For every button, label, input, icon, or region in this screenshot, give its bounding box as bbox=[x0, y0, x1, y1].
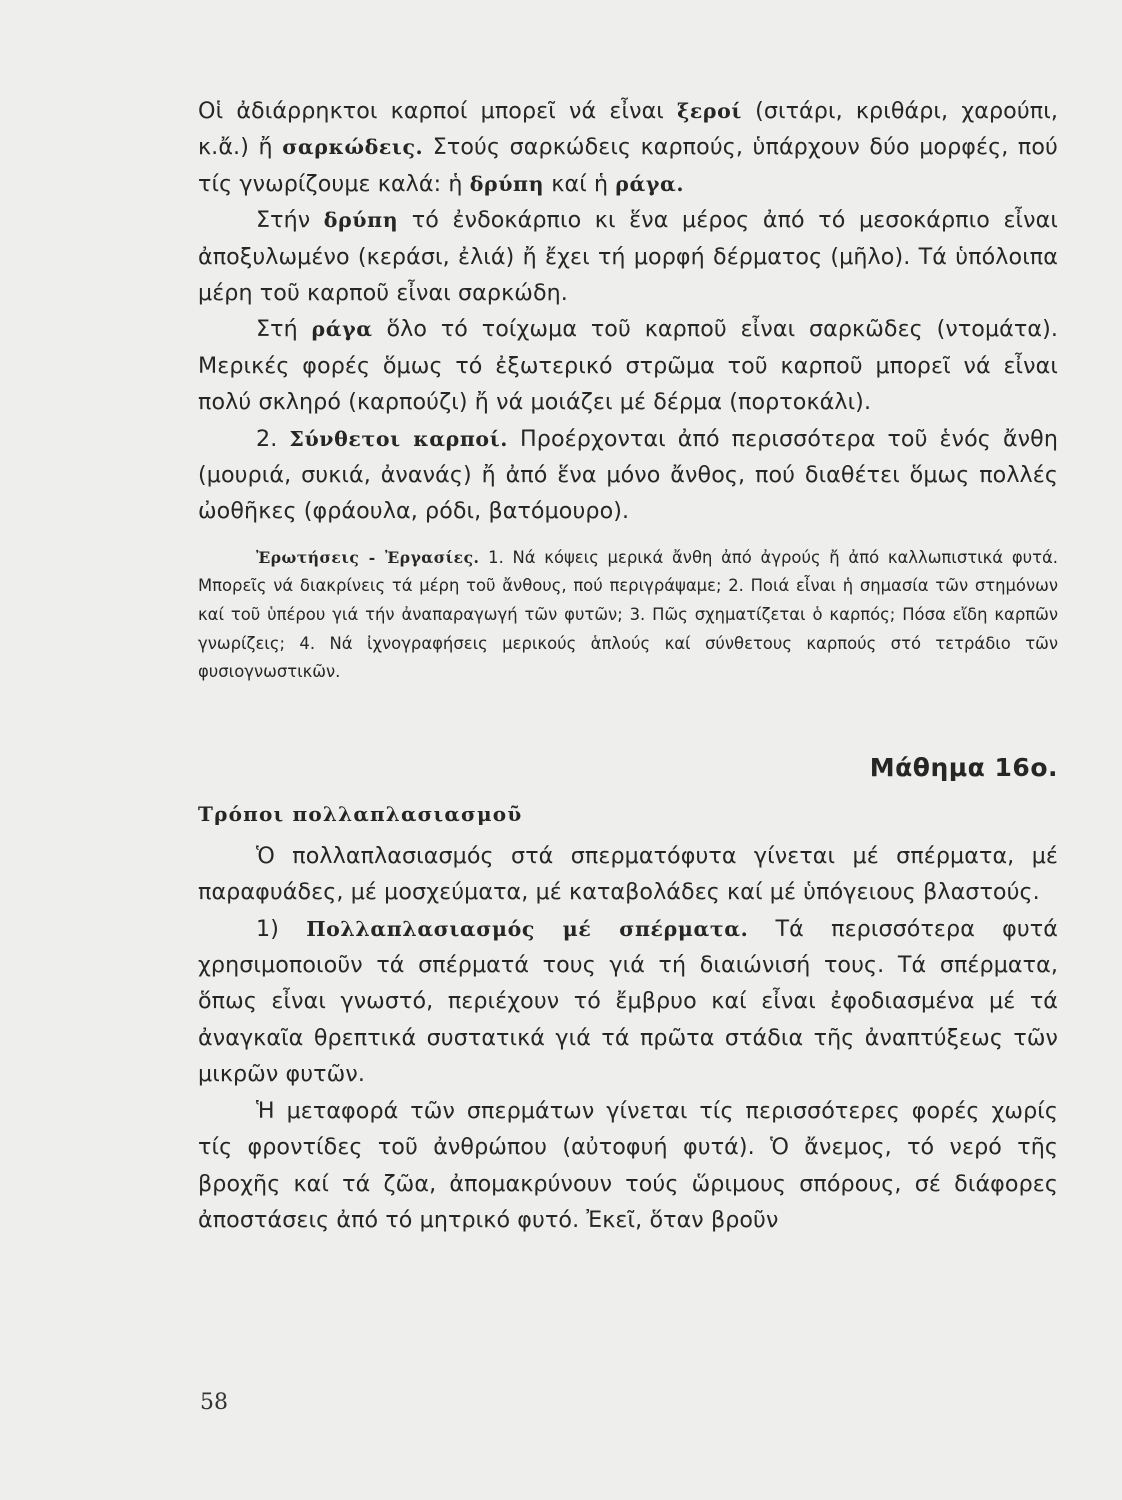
book-page bbox=[198, 93, 1058, 1238]
paragraph-propagation-seeds: 1) Πολλαπλασιασμός μέ σπέρματα. Τά περισσότερα φυτά χρησιμοποιοῦν τά σπέρματά τους γιά τή διαιώνισή τους. Τά σπέρματα, ὅπως εἶναι γνωστό, περιέχουν τό ἔμβρυο καί εἶναι ἐφοδιασμένα μέ τά ἀναγκαῖα θρεπτικά συστατικά γιά τά πρῶτα στάδια τῆς ἀναπτύξεως τῶν μικρῶν φυτῶν. bbox=[198, 915, 1058, 1088]
paragraph-indehiscent-fruits: Οἱ ἀδιάρρηκτοι καρποί μπορεῖ νά εἶναι ξεροί (σιτάρι, κριθάρι, χαρούπι, κ.ἄ.) ἤ σαρκώδεις. Στούς σαρκώδεις καρπούς, ὑπάρχουν δύο μορφές, πού τίς γνωρίζουμε καλά: ἡ δρύπη καί ἡ ράγα. bbox=[198, 98, 1058, 197]
questions-heading: Ἐρωτήσεις - Ἐργασίες. bbox=[256, 547, 480, 567]
questions-text: 1. Νά κόψεις μερικά ἄνθη ἀπό ἀγρούς ἤ ἀπό καλλωπιστικά φυτά. Μπορεῖς νά διακρίνεις τά μέρη τοῦ ἄνθους, πού περιγράψαμε; 2. Ποιά εἶναι ἡ σημασία τῶν στημόνων καί τοῦ ὑπέρου γιά τήν ἀναπαραγωγή τῶν φυτῶν; 3. Πῶς σχηματίζεται ὁ καρπός; Πόσα εἴδη καρπῶν γνωρίζεις; 4. Νά ἰχνογραφήσεις μερικούς ἁπλούς καί σύνθετους καρπούς στό τετράδιο τῶν φυσιογνωστικῶν. bbox=[198, 547, 1059, 682]
page-number: 58 bbox=[200, 1390, 228, 1415]
paragraph-drupe: Στήν δρύπη τό ἐνδοκάρπιο κι ἕνα μέρος ἀπό τό μεσοκάρπιο εἶναι ἀποξυλωμένο (κεράσι, ἐλιά) ἤ ἔχει τή μορφή δέρματος (μῆλο). Τά ὑπόλοιπα μέρη τοῦ καρποῦ εἶναι σαρκώδη. bbox=[198, 207, 1058, 307]
section-title: Τρόποι πολλαπλασιασμοῦ bbox=[198, 801, 523, 826]
questions-exercises bbox=[198, 544, 1058, 687]
paragraph-berry: Στή ράγα ὅλο τό τοίχωμα τοῦ καρποῦ εἶναι σαρκῶδες (ντομάτα). Μερικές φορές ὅμως τό ἐξωτερικό στρῶμα τοῦ καρποῦ μπορεῖ νά εἶναι πολύ σκληρό (καρπούζι) ἤ νά μοιάζει μέ δέρμα (πορτοκάλι). bbox=[198, 316, 1058, 416]
paragraph-seed-dispersal: Ἡ μεταφορά τῶν σπερμάτων γίνεται τίς περισσότερες φορές χωρίς τίς φροντίδες τοῦ ἀνθρώπου (αὐτοφυή φυτά). Ὁ ἄνεμος, τό νερό τῆς βροχῆς καί τά ζῶα, ἀπομακρύνουν τούς ὥριμους σπόρους, σέ διάφορες ἀποστάσεις ἀπό τό μητρικό φυτό. Ἐκεῖ, ὅταν βροῦν bbox=[198, 1097, 1058, 1233]
paragraph-compound-fruits: 2. Σύνθετοι καρποί. Προέρχονται ἀπό περισσότερα τοῦ ἑνός ἄνθη (μουριά, συκιά, ἀνανάς) ἤ ἀπό ἕνα μόνο ἄνθος, πού διαθέτει ὅμως πολλές ὠοθῆκες (φράουλα, ρόδι, βατόμουρο). bbox=[198, 425, 1058, 525]
paragraph-propagation-intro: Ὁ πολλαπλασιασμός στά σπερματόφυτα γίνεται μέ σπέρματα, μέ παραφυάδες, μέ μοσχεύματα, μέ καταβολάδες καί μέ ὑπόγειους βλαστούς. bbox=[198, 842, 1058, 906]
lesson-title: Μάθημα 16ο. bbox=[869, 752, 1058, 782]
